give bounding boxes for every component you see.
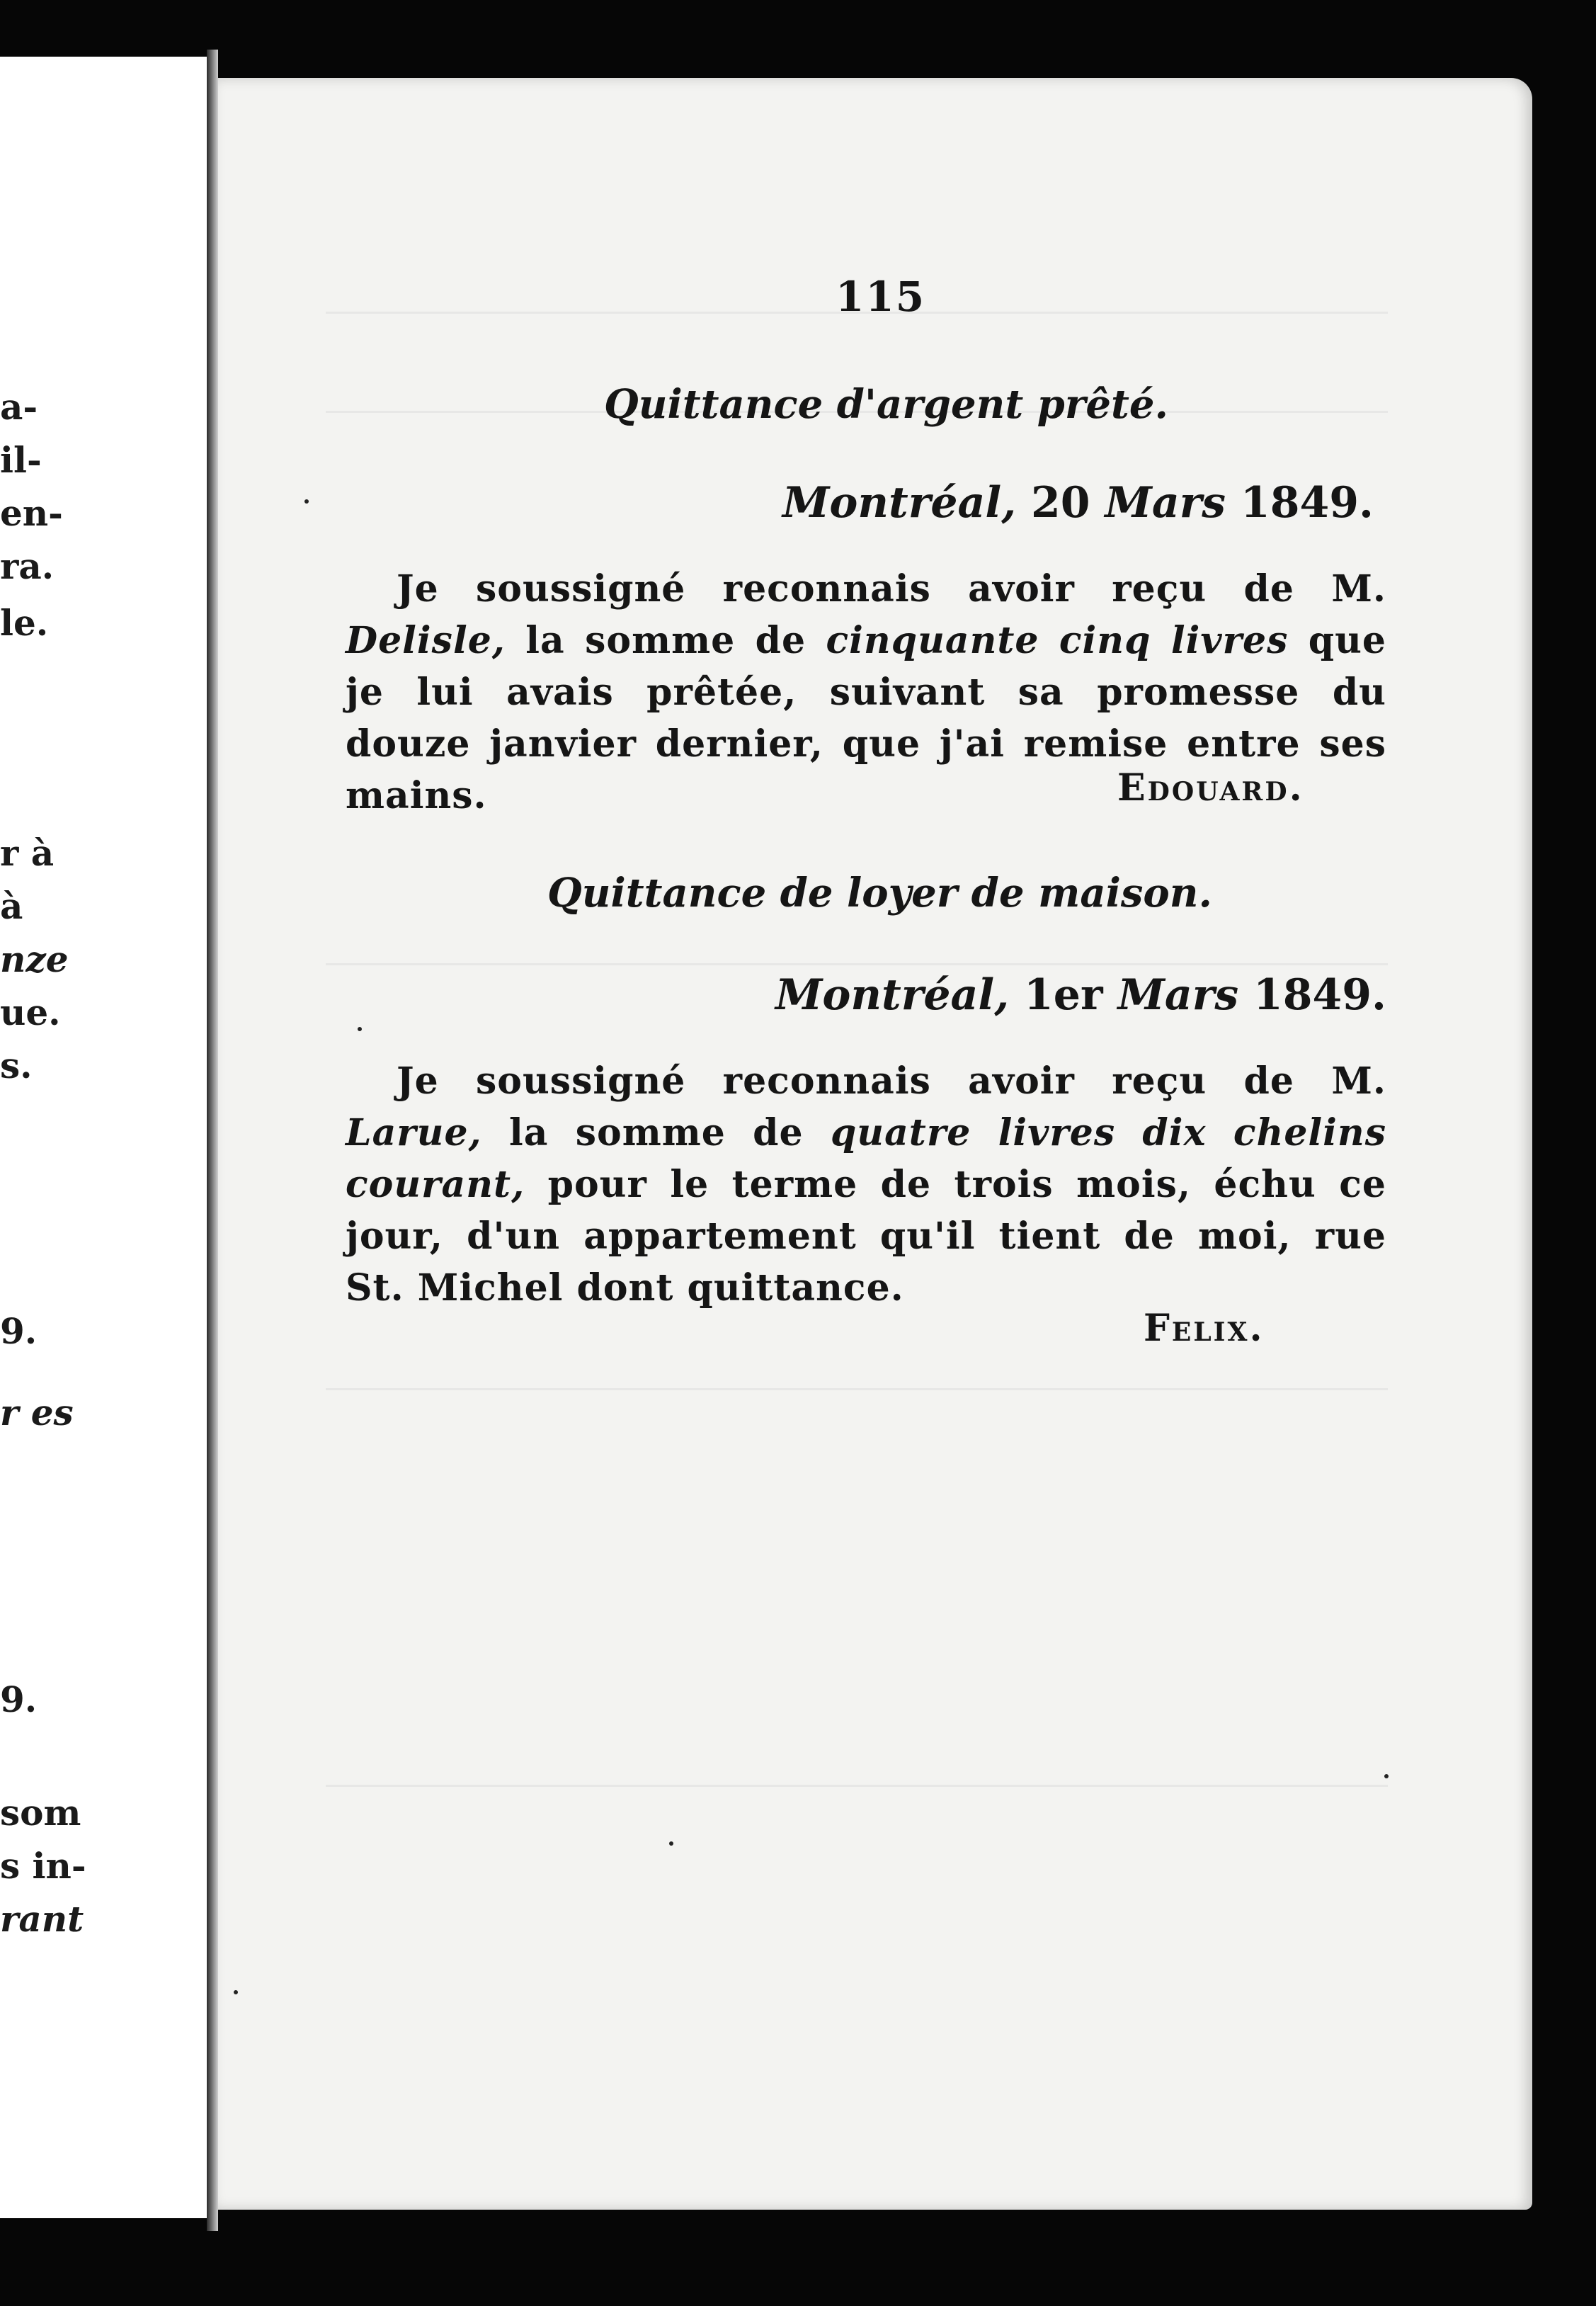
receipt-title: Quittance d'argent prêté.	[604, 381, 1168, 428]
dust-speck	[669, 1841, 673, 1846]
signature: Edouard.	[1117, 766, 1304, 810]
date-year: 1849.	[1253, 970, 1386, 1020]
left-fragment: à	[0, 885, 23, 927]
receipt-dateline	[775, 970, 1386, 1020]
left-fragment: nze	[0, 938, 69, 980]
left-fragment: 9.	[0, 1679, 38, 1720]
left-fragment: ue.	[0, 992, 61, 1033]
amount: cinquante cinq livres	[826, 619, 1289, 662]
signature: Felix.	[1144, 1307, 1265, 1350]
date-day: 1er	[1024, 970, 1103, 1020]
body-text: pour le terme de trois mois, échu ce jour, d'un appartement qu'il tient de moi, rue St. Michel dont quittance.	[346, 1163, 1386, 1310]
left-fragment: rant	[0, 1898, 84, 1940]
left-fragment: r à	[0, 832, 55, 874]
left-fragment: 9.	[0, 1310, 38, 1352]
receipt-dateline	[782, 478, 1374, 528]
left-fragment: r es	[0, 1392, 74, 1433]
page-number: 115	[836, 273, 926, 321]
body-text: la somme de	[481, 1111, 831, 1154]
left-fragment: s in-	[0, 1845, 86, 1887]
left-facing-page	[0, 57, 207, 2218]
left-fragment: ra.	[0, 545, 55, 587]
left-fragment: s.	[0, 1045, 33, 1086]
dust-speck	[358, 1027, 362, 1031]
left-fragment: som	[0, 1792, 81, 1834]
left-fragment: il-	[0, 439, 42, 481]
date-city: Montréal,	[775, 970, 1010, 1020]
payer-name: Delisle,	[346, 619, 506, 662]
receipt-title: Quittance de loyer de maison.	[547, 870, 1212, 916]
payer-name: Larue,	[346, 1111, 482, 1154]
body-text: la somme de	[505, 619, 826, 662]
body-text: Je soussigné reconnais avoir reçu de M.	[397, 567, 1386, 610]
left-fragment: en-	[0, 492, 63, 534]
receipt-body	[346, 1055, 1386, 1314]
date-city: Montréal,	[782, 478, 1017, 528]
dust-speck	[234, 1990, 238, 1994]
dust-speck	[1384, 1774, 1389, 1778]
left-fragment: a-	[0, 386, 38, 428]
date-day: 20	[1031, 478, 1090, 528]
amount: quatre livres dix chelins courant,	[346, 1111, 1387, 1206]
book-gutter	[207, 50, 218, 2231]
body-text: Je soussigné reconnais avoir reçu de M.	[397, 1060, 1386, 1103]
date-month: Mars	[1105, 478, 1226, 528]
date-month: Mars	[1117, 970, 1239, 1020]
dust-speck	[304, 499, 309, 504]
left-fragment: le.	[0, 602, 49, 644]
body-text: que je lui avais prêtée, suivant sa promesse du douze janvier dernier, que j'ai remise entre ses mains.	[346, 619, 1386, 817]
date-year: 1849.	[1240, 478, 1374, 528]
